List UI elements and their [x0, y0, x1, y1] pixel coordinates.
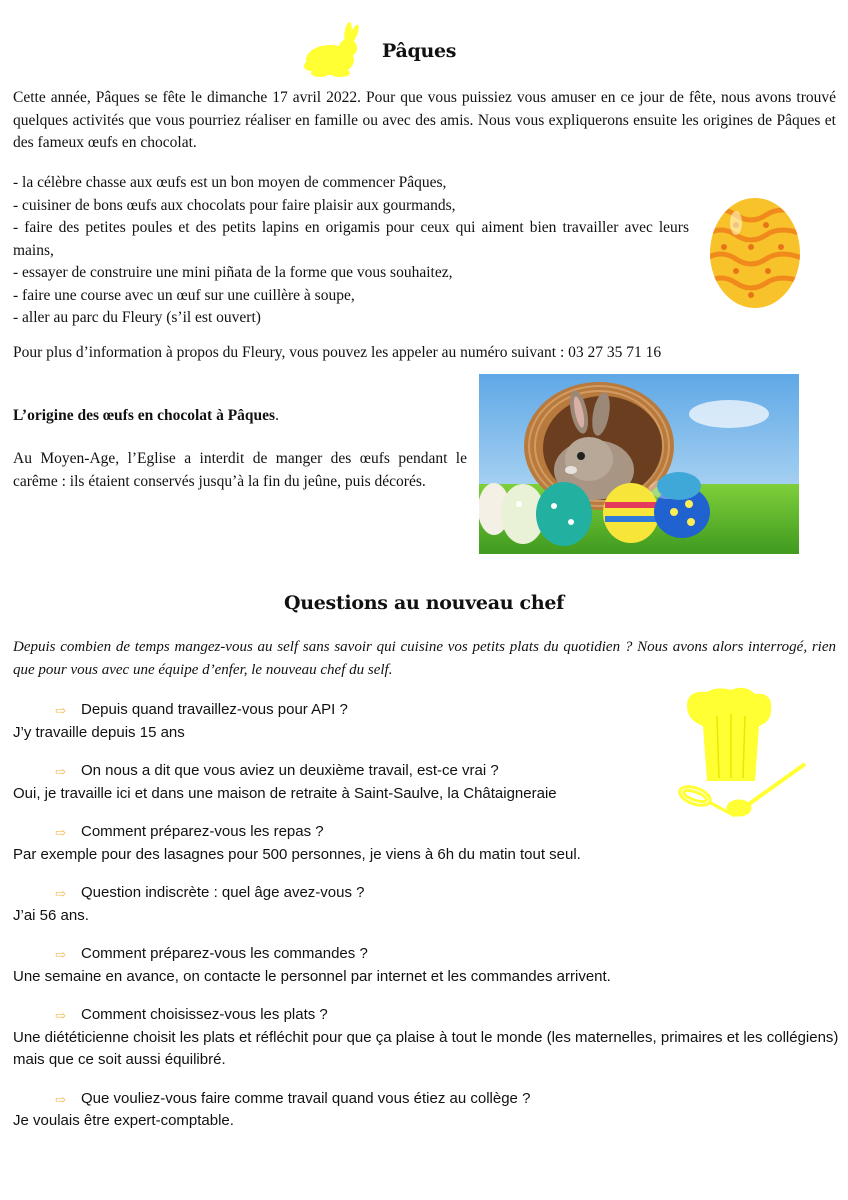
- list-item: - faire une course avec un œuf sur une cuillère à soupe,: [13, 286, 355, 304]
- easter-intro: Cette année, Pâques se fête le dimanche 17 avril 2022. Pour que vous puissiez vous amuser en ce jour de fête, nous avons trouvé quelques activités que vous pourriez réaliser en famille ou avec des amis. Nous vous expliquerons ensuite les origines de Pâques et des fameux œufs en chocolat.: [13, 89, 836, 151]
- qa-list: [13, 699, 848, 1149]
- list-item: - cuisiner de bons œufs aux chocolats pour faire plaisir aux gourmands,: [13, 196, 456, 214]
- arrow-right-icon: ⇨: [55, 764, 66, 779]
- answer: Une diététicienne choisit les plats et réfléchit pour que ça plaise à tout le monde (les maternelles, primaires et les collégiens) mais que ce soit aussi équilibré.: [13, 1028, 839, 1068]
- question: Comment préparez-vous les commandes ?: [81, 945, 368, 962]
- chef-intro: Depuis combien de temps mangez-vous au self sans savoir qui cuisine vos petits plats du quotidien ? Nous avons alors interrogé, rien que pour vous avec une équipe d’enfer, le nouveau chef du self.: [13, 639, 836, 678]
- chef-section-title: Questions au nouveau chef: [284, 592, 564, 614]
- answer: Oui, je travaille ici et dans une maison de retraite à Saint-Saulve, la Châtaigneraie: [13, 784, 557, 802]
- list-item: - la célèbre chasse aux œufs est un bon moyen de commencer Pâques,: [13, 174, 447, 191]
- arrow-right-icon: ⇨: [55, 703, 66, 718]
- fleury-info: Pour plus d’information à propos du Fleury, vous pouvez les appeler au numéro suivant : 03 27 35 71 16: [13, 344, 662, 361]
- decorated-egg-icon: [706, 193, 804, 311]
- qa-item: [13, 821, 848, 866]
- question: Comment choisissez-vous les plats ?: [81, 1006, 328, 1023]
- answer: J’ai 56 ans.: [13, 906, 89, 924]
- origin-title-dot: .: [275, 407, 279, 424]
- arrow-right-icon: ⇨: [55, 1008, 66, 1023]
- arrow-right-icon: ⇨: [55, 825, 66, 840]
- answer: Une semaine en avance, on contacte le personnel par internet et les commandes arrivent.: [13, 967, 611, 985]
- question: Question indiscrète : quel âge avez-vous ?: [81, 884, 365, 901]
- list-item: - essayer de construire une mini piñata de la forme que vous souhaitez,: [13, 264, 453, 281]
- question: Depuis quand travaillez-vous pour API ?: [81, 701, 348, 718]
- arrow-right-icon: ⇨: [55, 947, 66, 962]
- question: On nous a dit que vous aviez un deuxième travail, est-ce vrai ?: [81, 762, 499, 779]
- qa-item: [13, 943, 848, 988]
- origin-text: Au Moyen-Age, l’Eglise a interdit de manger des œufs pendant le carême : ils étaient conservés jusqu’à la fin du jeûne, puis décorés.: [13, 450, 467, 490]
- arrow-right-icon: ⇨: [55, 1091, 66, 1107]
- origin-heading: [13, 405, 279, 428]
- bunny-icon: [300, 20, 370, 78]
- question: Que vouliez-vous faire comme travail quand vous étiez au collège ?: [81, 1089, 531, 1107]
- question: Comment préparez-vous les repas ?: [81, 823, 324, 840]
- page-title: Pâques: [382, 40, 457, 62]
- origin-title: L’origine des œufs en chocolat à Pâques: [13, 407, 276, 424]
- answer: J’y travaille depuis 15 ans: [13, 723, 185, 741]
- activities-list: [13, 172, 689, 330]
- qa-item: [13, 1088, 848, 1133]
- qa-item: [13, 699, 848, 744]
- answer: Par exemple pour des lasagnes pour 500 personnes, je viens à 6h du matin tout seul.: [13, 845, 581, 863]
- list-item: - faire des petites poules et des petits lapins en origamis pour ceux qui aiment bien travailler avec leurs mains,: [13, 219, 689, 259]
- easter-bunny-photo: [479, 374, 799, 554]
- arrow-right-icon: ⇨: [55, 886, 66, 901]
- list-item: - aller au parc du Fleury (s’il est ouvert): [13, 309, 261, 326]
- qa-item: [13, 1004, 848, 1072]
- qa-item: [13, 882, 848, 927]
- answer: Je voulais être expert-comptable.: [13, 1112, 234, 1129]
- qa-item: [13, 760, 848, 805]
